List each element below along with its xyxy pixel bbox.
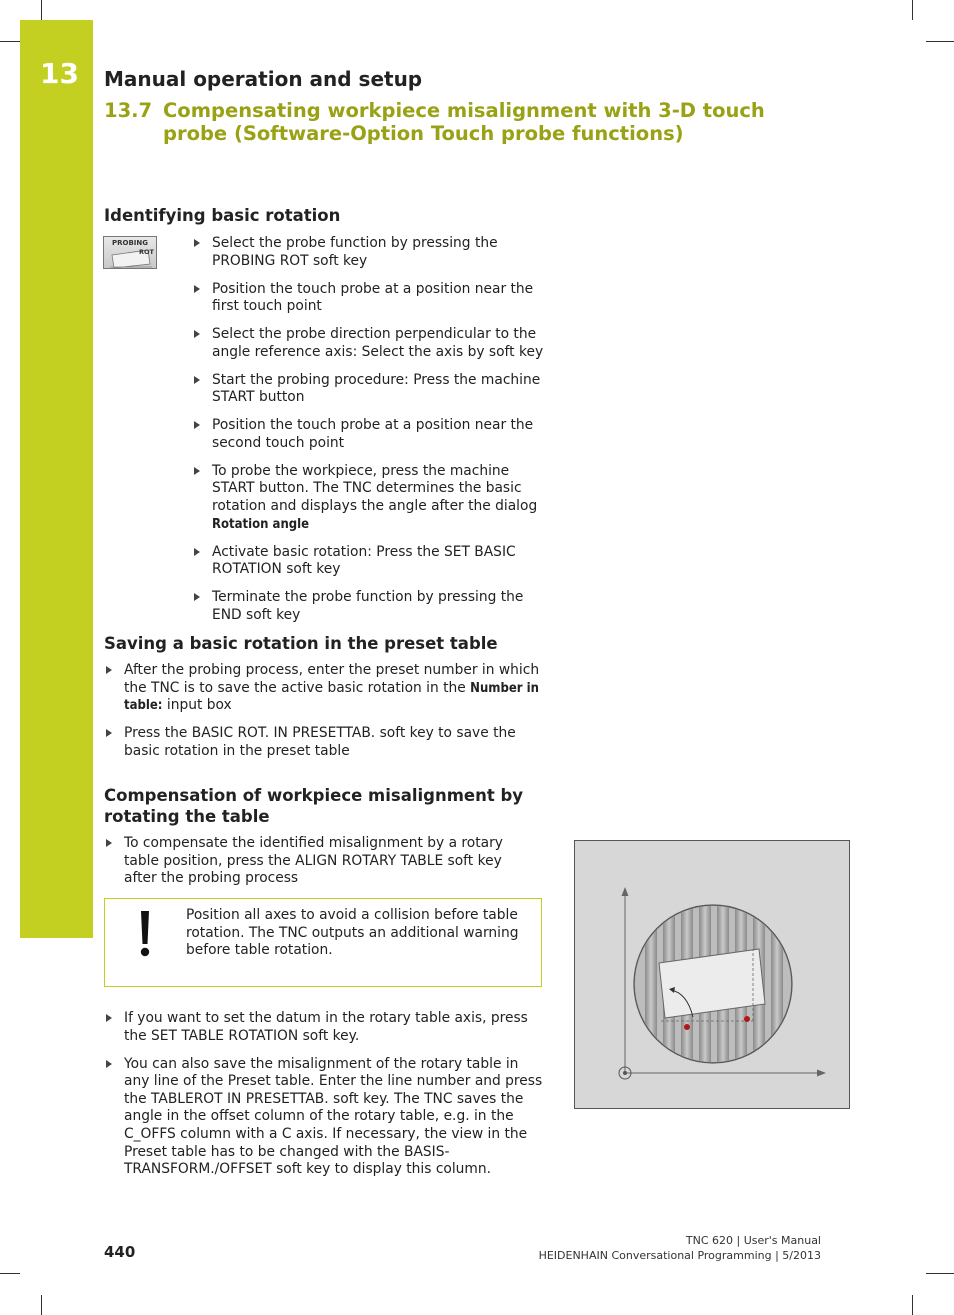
crop-mark: [0, 1273, 20, 1274]
compensation-steps-after: [104, 1010, 544, 1179]
rotary-table-figure: [574, 840, 850, 1109]
footer-line1: TNC 620 | User's Manual: [685, 1234, 821, 1247]
heading-saving-basic-rotation: Saving a basic rotation in the preset table: [104, 634, 498, 653]
bullet-triangle-icon: [194, 239, 200, 247]
bullet-triangle-icon: [194, 376, 200, 384]
list-item: To probe the workpiece, press the machine START button. The TNC determines the basic rotation and displays the angle after the dialog Rotation angle: [192, 463, 544, 533]
softkey-label-line2: ROT: [139, 248, 154, 256]
crop-mark: [912, 1295, 913, 1315]
bullet-triangle-icon: [194, 285, 200, 293]
crop-mark: [41, 0, 42, 20]
list-item: Position the touch probe at a position near the first touch point: [192, 281, 544, 316]
heading-identifying-basic-rotation: Identifying basic rotation: [104, 206, 341, 225]
chapter-title: Manual operation and setup: [104, 67, 423, 91]
list-item: Terminate the probe function by pressing the END soft key: [192, 589, 544, 624]
chapter-number: 13: [40, 57, 79, 90]
dialog-term: Rotation angle: [212, 516, 310, 532]
crop-mark: [926, 1273, 954, 1274]
probing-rot-softkey-icon: [103, 236, 157, 269]
list-item: Select the probe function by pressing the PROBING ROT soft key: [192, 235, 544, 270]
bullet-triangle-icon: [194, 548, 200, 556]
chapter-tab: [20, 20, 93, 938]
list-item: Press the BASIC ROT. IN PRESETTAB. soft key to save the basic rotation in the preset table: [104, 725, 544, 760]
crop-mark: [912, 0, 913, 20]
bullet-triangle-icon: [106, 729, 112, 737]
bullet-triangle-icon: [106, 1014, 112, 1022]
compensation-steps: [104, 835, 524, 888]
input-box-term: Number in table:: [124, 680, 539, 714]
crop-mark: [41, 1295, 42, 1315]
list-item: After the probing process, enter the preset number in which the TNC is to save the active basic rotation in the Number in table: input box: [104, 662, 544, 715]
heading-compensation-rotating-table: Compensation of workpiece misalignment by rotating the table: [104, 786, 524, 827]
list-item: Select the probe direction perpendicular to the angle reference axis: Select the axis by soft key: [192, 326, 544, 361]
crop-mark: [0, 41, 20, 42]
bullet-triangle-icon: [106, 1060, 112, 1068]
page-number: 440: [104, 1243, 136, 1261]
bullet-triangle-icon: [194, 330, 200, 338]
section-number: 13.7: [104, 99, 153, 122]
footer-line2: HEIDENHAIN Conversational Programming | 5/2013: [538, 1248, 821, 1262]
exclamation-warning-icon: [138, 911, 152, 957]
crop-mark: [926, 41, 954, 42]
bullet-triangle-icon: [106, 839, 112, 847]
warning-note: [104, 898, 542, 987]
identifying-steps: [192, 235, 544, 624]
softkey-label-line1: PROBING: [112, 239, 149, 247]
list-item: Start the probing procedure: Press the machine START button: [192, 372, 544, 407]
section-title: Compensating workpiece misalignment with 3-D touch probe (Software-Option Touch probe functions): [163, 99, 765, 146]
bullet-triangle-icon: [194, 421, 200, 429]
warning-text: Position all axes to avoid a collision before table rotation. The TNC outputs an additional warning before table rotation.: [186, 907, 519, 959]
page-footer: [539, 1234, 821, 1263]
rotary-table-illustration: [575, 841, 849, 1108]
list-item: Activate basic rotation: Press the SET BASIC ROTATION soft key: [192, 544, 544, 579]
bullet-triangle-icon: [106, 666, 112, 674]
bullet-triangle-icon: [194, 467, 200, 475]
list-item: If you want to set the datum in the rotary table axis, press the SET TABLE ROTATION soft key.: [104, 1010, 544, 1045]
bullet-triangle-icon: [194, 593, 200, 601]
saving-steps: [104, 662, 544, 760]
list-item: You can also save the misalignment of the rotary table in any line of the Preset table. Enter the line number and press the TABLEROT IN PRESETTAB. soft key. The TNC saves the angle in the offset column of the rotary table, e.g. in the C_OFFS column with a C axis. If necessary, the view in the Preset table has to be changed with the BASIS-TRANSFORM./OFFSET soft key to display this column.: [104, 1056, 544, 1179]
list-item: To compensate the identified misalignment by a rotary table position, press the ALIGN ROTARY TABLE soft key after the probing process: [104, 835, 524, 888]
list-item: Position the touch probe at a position near the second touch point: [192, 417, 544, 452]
